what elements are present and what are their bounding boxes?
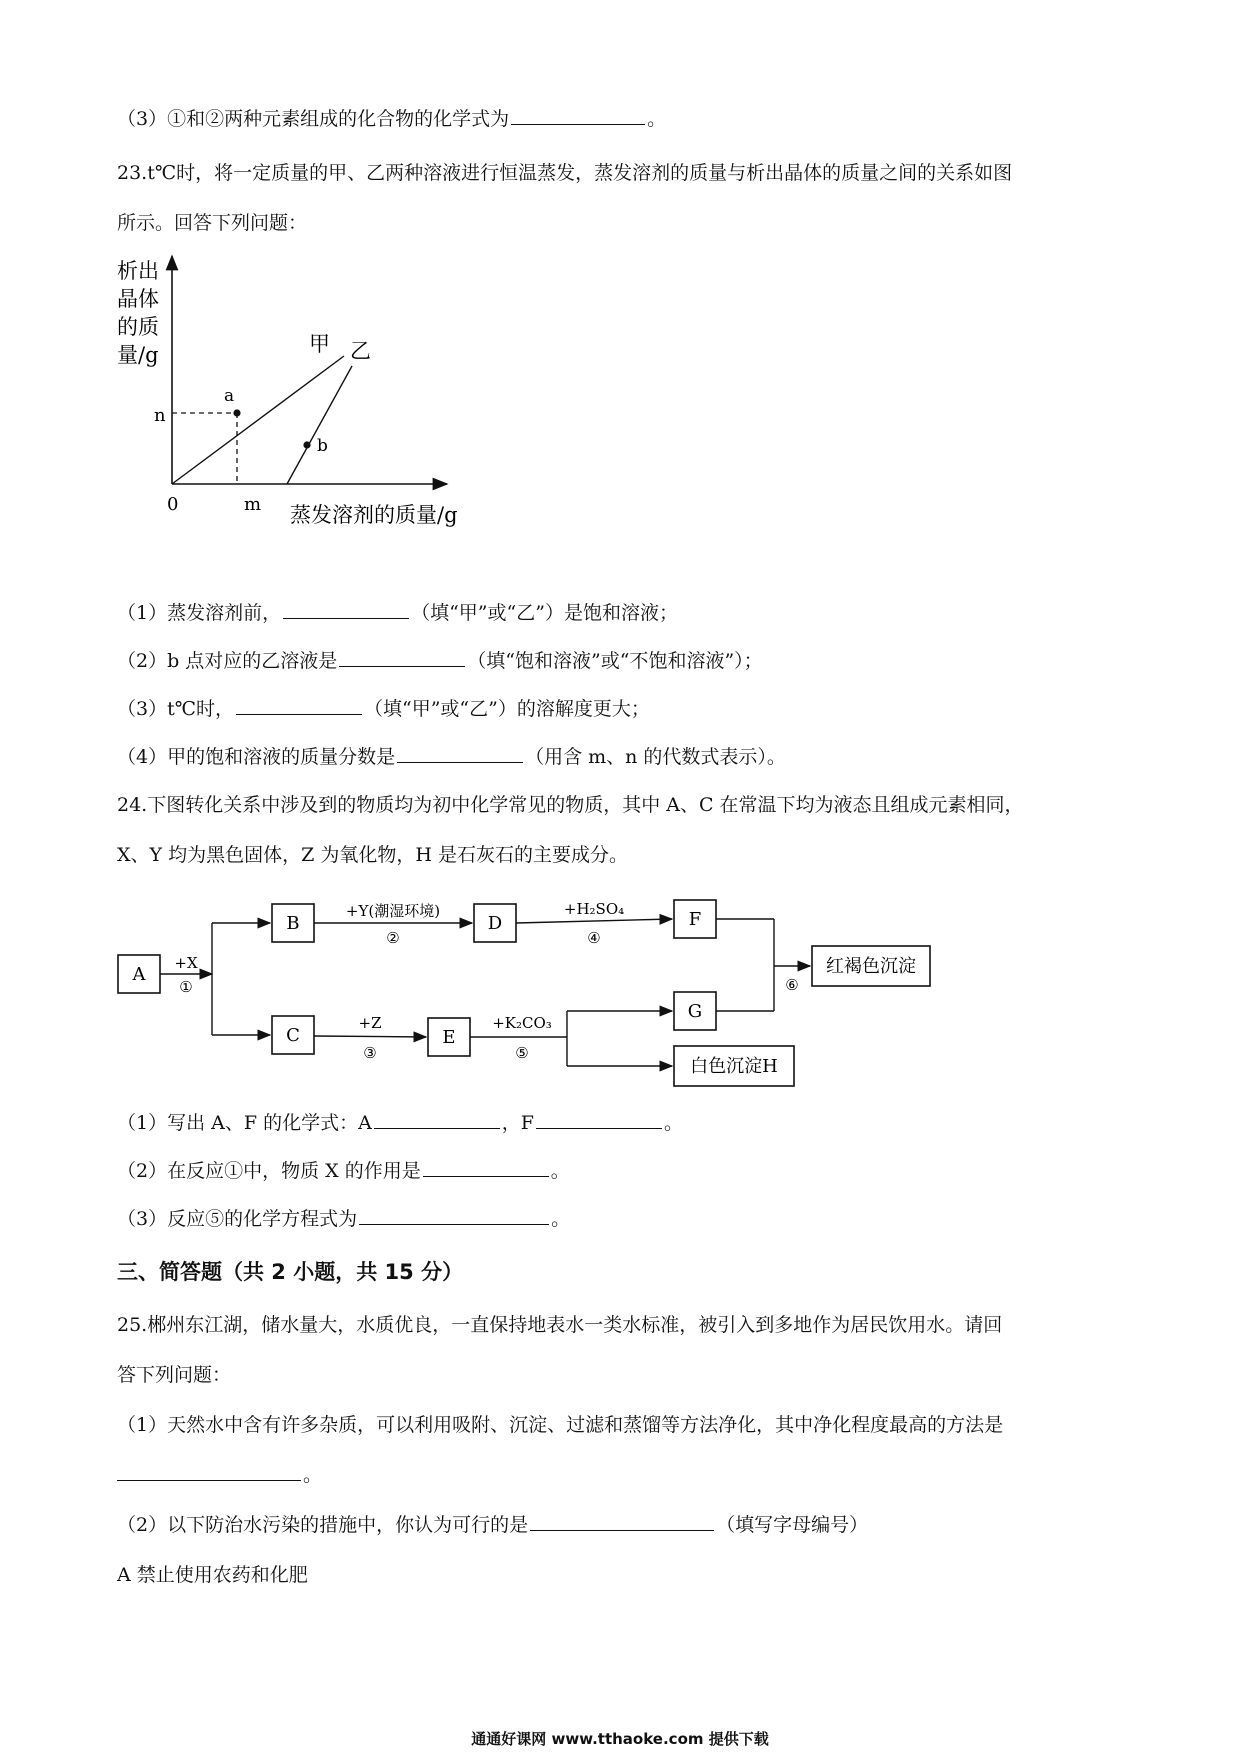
r5-num: ⑤: [515, 1044, 529, 1062]
q24-sub1-prefix: （1）写出 A、F 的化学式：A: [117, 1112, 372, 1134]
q25-sub2-prefix: （2）以下防治水污染的措施中，你认为可行的是: [117, 1514, 529, 1536]
graph-ylabel-4: 量/g: [117, 343, 159, 367]
q23-sub2: [117, 646, 763, 673]
q24-sub2-suffix: 。: [550, 1160, 570, 1182]
graph-a-label: a: [224, 386, 235, 406]
arrow-r4: [516, 919, 672, 923]
r1-reagent: +X: [174, 954, 198, 972]
label-D: D: [487, 913, 503, 934]
q24-flowchart: [112, 888, 942, 1098]
q23-sub4-suffix: （用含 m、n 的代数式表示）。: [525, 746, 786, 768]
q25-stem-line2: 答下列问题：: [117, 1364, 232, 1386]
q24-sub2-blank[interactable]: [423, 1158, 549, 1177]
page-footer: 通通好课网 www.tthaoke.com 提供下载: [471, 1730, 769, 1748]
q24-sub1: [117, 1108, 683, 1135]
q24-sub3: [117, 1204, 570, 1231]
q25-sub1-suffix: 。: [303, 1464, 323, 1486]
q25-option-A: A 禁止使用农药和化肥: [117, 1564, 308, 1586]
graph-label-yi: 乙: [350, 339, 371, 363]
q22-3-line: [117, 104, 666, 131]
q23-sub1-blank[interactable]: [283, 600, 409, 619]
label-A: A: [132, 964, 146, 985]
q23-sub3: [117, 694, 650, 721]
graph-ylabel-1: 析出: [117, 259, 159, 283]
label-B: B: [286, 913, 300, 934]
q24-sub2-prefix: （2）在反应①中，物质 X 的作用是: [117, 1160, 421, 1182]
q24-stem-line1: 24.下图转化关系中涉及到的物质均为初中化学常见的物质，其中 A、C 在常温下均为液态且组成元素相同，: [117, 794, 1024, 816]
q23-graph: [112, 248, 472, 530]
q23-sub4-blank[interactable]: [397, 744, 523, 763]
q25-sub1-line2: [117, 1460, 322, 1487]
graph-n-label: n: [154, 405, 166, 426]
label-C: C: [286, 1025, 300, 1046]
q23-sub2-suffix: （填“饱和溶液”或“不饱和溶液”）；: [467, 650, 763, 672]
q24-sub3-suffix: 。: [551, 1208, 571, 1230]
q25-stem-line1: 25.郴州东江湖，储水量大，水质优良，一直保持地表水一类水标准，被引入到多地作为居民饮用水。请回: [117, 1314, 1003, 1336]
q23-sub3-prefix: （3）t℃时，: [117, 698, 234, 720]
label-red-precip: 红褐色沉淀: [826, 956, 916, 977]
r4-reagent: +H₂SO₄: [563, 900, 625, 918]
q23-sub1: [117, 598, 678, 625]
q24-sub1-blank-F[interactable]: [536, 1110, 662, 1129]
q22-3-prefix: （3）①和②两种元素组成的化合物的化学式为: [117, 108, 510, 130]
graph-label-jia: 甲: [309, 332, 330, 356]
graph-line-yi: [287, 366, 352, 484]
q23-stem-line1: 23.t℃时，将一定质量的甲、乙两种溶液进行恒温蒸发，蒸发溶剂的质量与析出晶体的质量之间的关系如图: [117, 162, 1013, 184]
r5-reagent: +K₂CO₃: [492, 1014, 552, 1032]
q23-sub4: [117, 742, 786, 769]
q23-sub2-blank[interactable]: [339, 648, 465, 667]
graph-line-jia: [172, 356, 344, 484]
graph-ylabel-3: 的质: [117, 315, 159, 339]
q24-sub3-prefix: （3）反应⑤的化学方程式为: [117, 1208, 358, 1230]
q25-sub2-suffix: （填写字母编号）: [716, 1514, 869, 1536]
q25-sub2: [117, 1510, 868, 1537]
r6-num: ⑥: [785, 976, 799, 994]
graph-origin-label: 0: [167, 494, 179, 515]
r2-num: ②: [386, 929, 400, 947]
label-F: F: [688, 909, 702, 930]
graph-b-label: b: [317, 436, 328, 456]
q23-sub1-suffix: （填“甲”或“乙”）是饱和溶液；: [411, 602, 678, 624]
label-G: G: [687, 1001, 703, 1022]
r2-reagent: +Y(潮湿环境): [345, 902, 441, 920]
graph-m-label: m: [244, 494, 262, 515]
graph-ylabel-2: 晶体: [117, 287, 159, 311]
q22-3-answer-blank[interactable]: [511, 106, 645, 125]
q23-sub3-blank[interactable]: [236, 696, 362, 715]
q25-sub1-blank[interactable]: [117, 1462, 301, 1481]
q24-sub3-blank[interactable]: [359, 1206, 549, 1225]
q24-stem-line2: X、Y 均为黑色固体，Z 为氧化物，H 是石灰石的主要成分。: [117, 844, 628, 866]
q23-sub4-prefix: （4）甲的饱和溶液的质量分数是: [117, 746, 396, 768]
q25-sub1-line1: （1）天然水中含有许多杂质，可以利用吸附、沉淀、过滤和蒸馏等方法净化，其中净化程度最高的方法是: [117, 1414, 1004, 1436]
label-white-precip: 白色沉淀H: [690, 1056, 778, 1077]
q24-sub1-blank-A[interactable]: [374, 1110, 500, 1129]
graph-point-a: [233, 409, 240, 416]
graph-xlabel: 蒸发溶剂的质量/g: [290, 503, 458, 527]
q23-sub2-prefix: （2）b 点对应的乙溶液是: [117, 650, 338, 672]
graph-point-b: [303, 441, 310, 448]
r3-num: ③: [363, 1044, 377, 1062]
label-E: E: [442, 1027, 456, 1048]
q25-sub2-blank[interactable]: [530, 1512, 714, 1531]
r4-num: ④: [587, 929, 601, 947]
r1-num: ①: [179, 978, 193, 996]
section3-title: 三、简答题（共 2 小题，共 15 分）: [117, 1260, 464, 1284]
q24-sub2: [117, 1156, 570, 1183]
q23-sub3-suffix: （填“甲”或“乙”）的溶解度更大；: [363, 698, 650, 720]
q23-sub1-prefix: （1）蒸发溶剂前，: [117, 602, 282, 624]
q22-3-suffix: 。: [647, 108, 667, 130]
r3-reagent: +Z: [358, 1014, 382, 1032]
q24-sub1-suffix: 。: [663, 1112, 683, 1134]
q24-sub1-mid: ，F: [501, 1112, 534, 1134]
q23-stem-line2: 所示。回答下列问题：: [117, 212, 308, 234]
arrow-r3: [314, 1036, 426, 1037]
